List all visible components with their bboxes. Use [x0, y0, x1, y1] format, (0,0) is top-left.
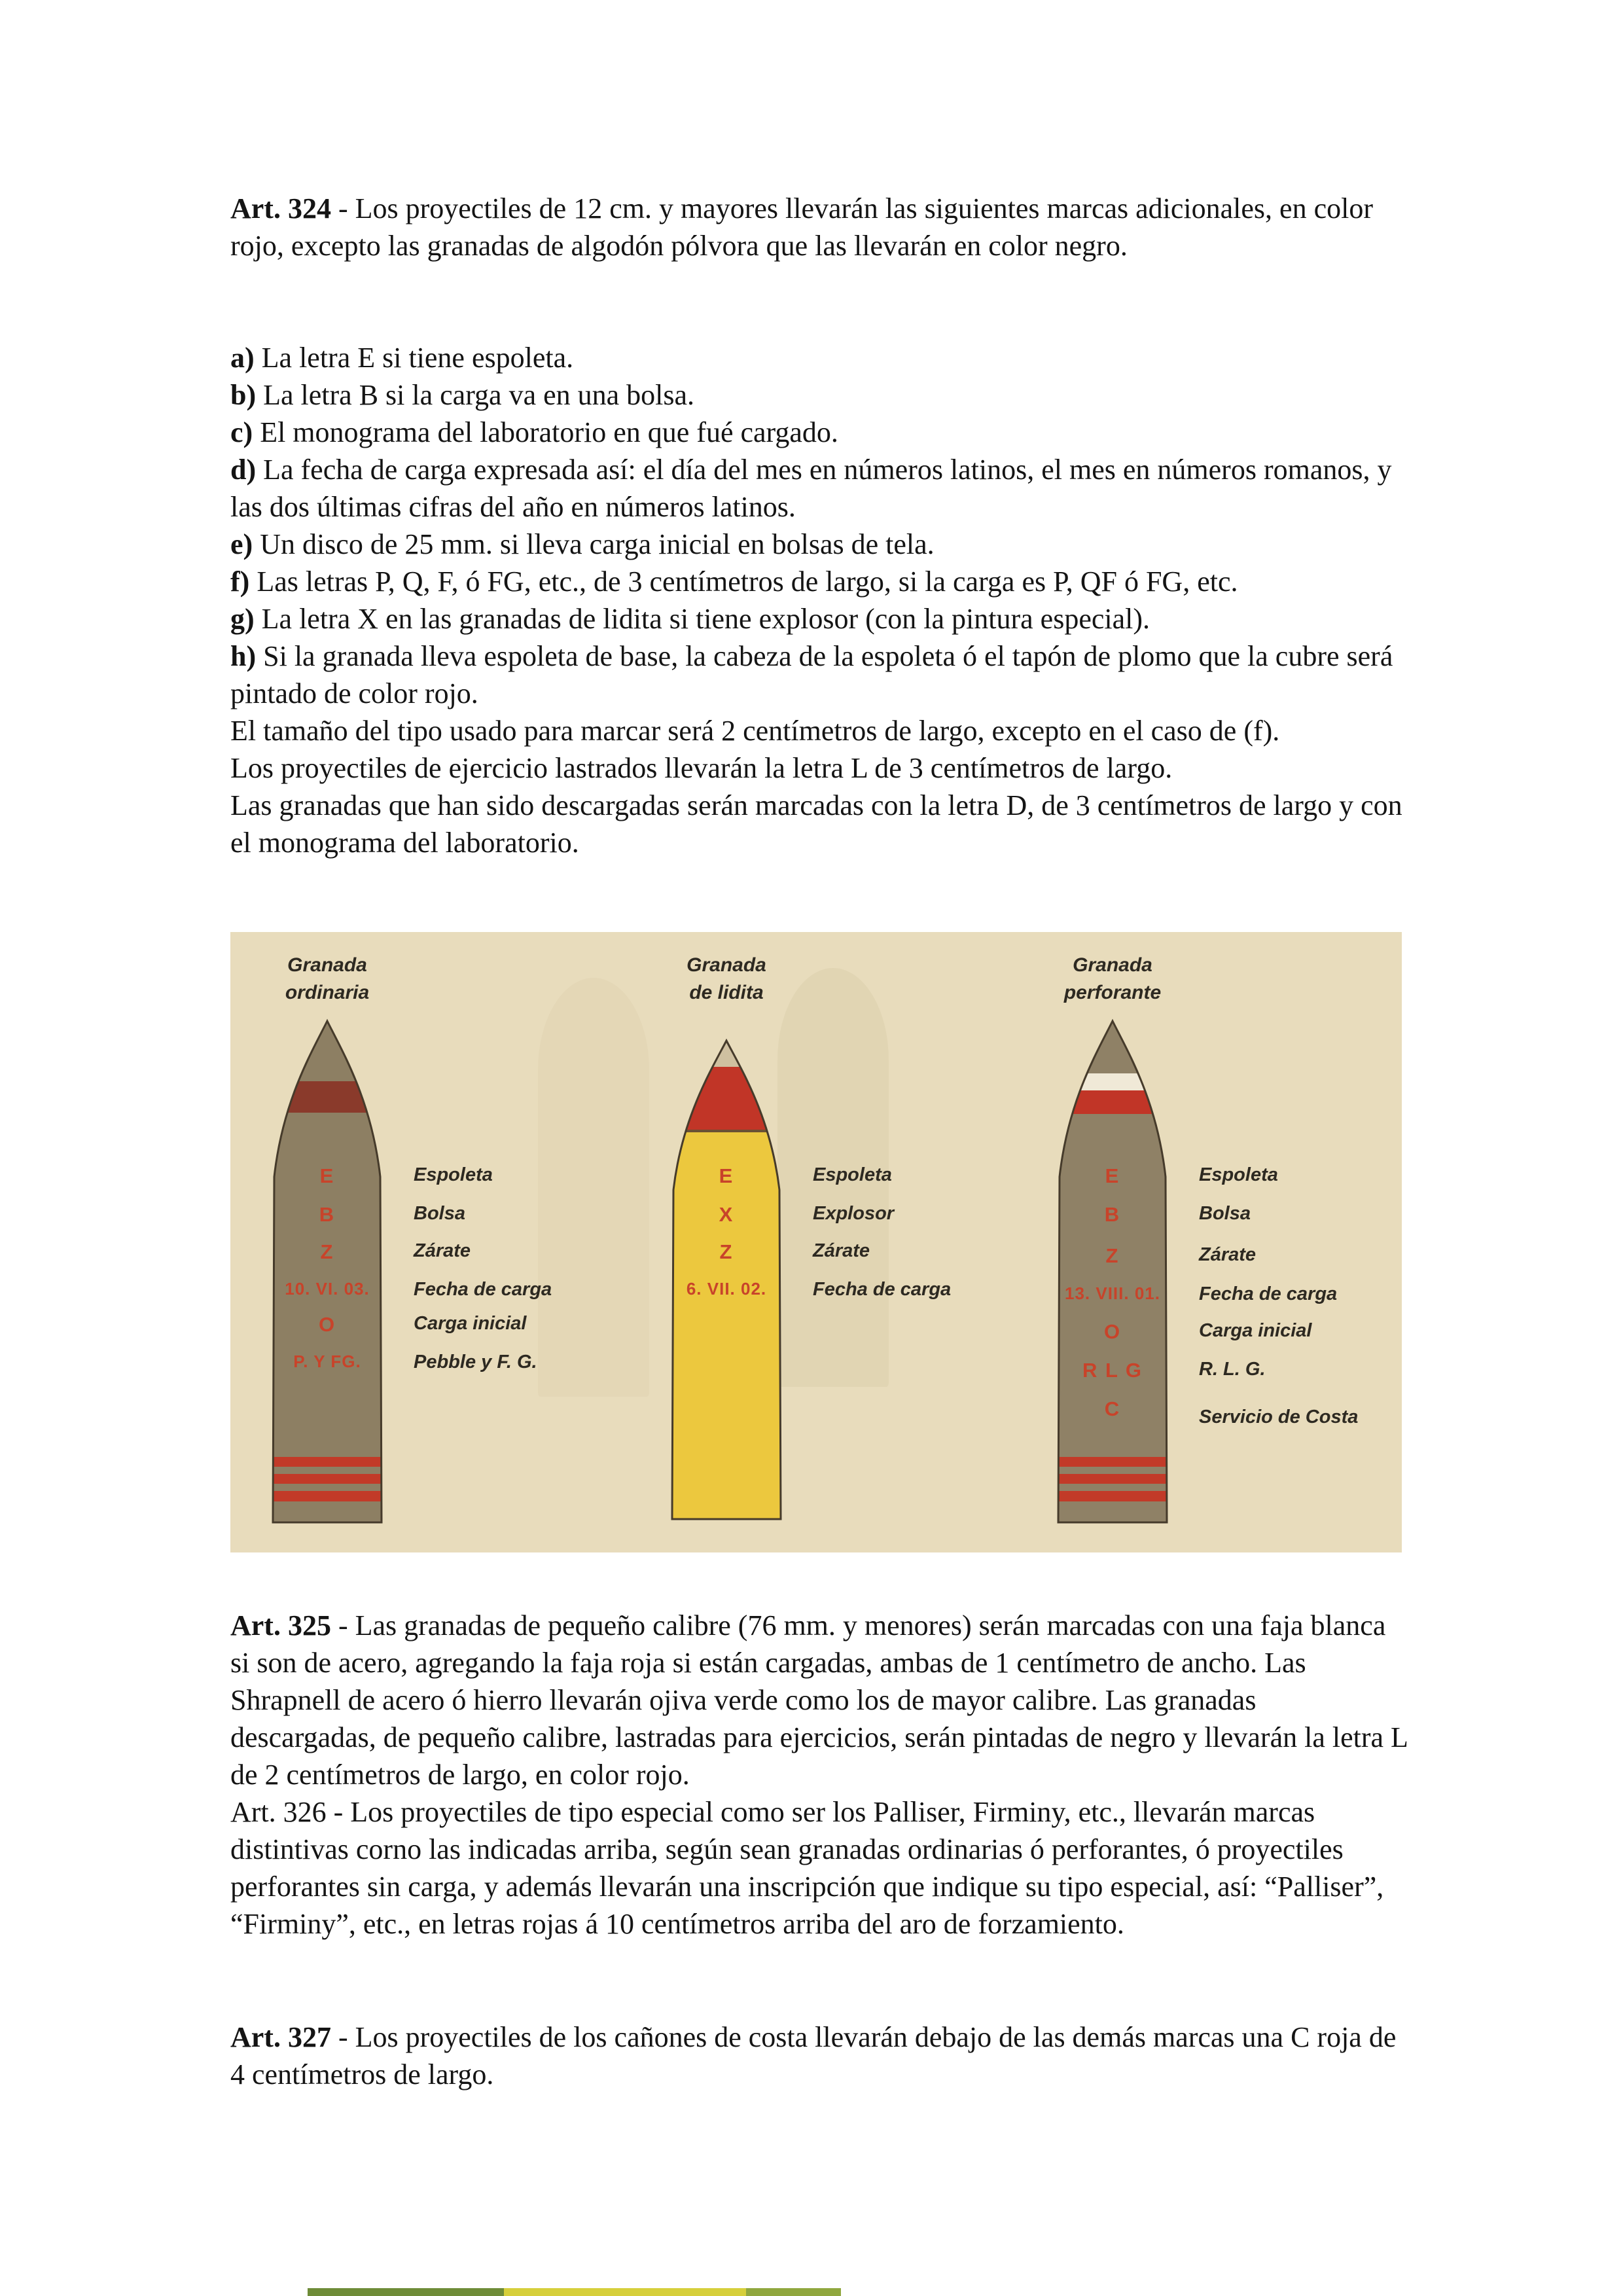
list-item-label: c)	[230, 416, 253, 448]
shell-figure-perforante	[1041, 952, 1433, 1544]
list-item-f	[230, 563, 1408, 600]
list-item-label: b)	[230, 379, 257, 411]
shell-label: Bolsa	[1199, 1203, 1251, 1224]
article-327-label: Art. 327	[230, 2021, 331, 2053]
shell-caption-line: Granada	[1073, 954, 1152, 976]
scan-artifact-segment	[308, 2288, 504, 2296]
shell-label: Explosor	[813, 1203, 895, 1224]
shell-marking: E	[719, 1164, 734, 1187]
shell-caption-line: perforante	[1063, 982, 1162, 1003]
closing-line-3: Las granadas que han sido descargadas serán marcadas con la letra D, de 3 centímetros de largo y con el monograma del laboratorio.	[230, 789, 1402, 859]
shell-label: Zárate	[1199, 1244, 1257, 1265]
list-item-text: La letra B si la carga va en una bolsa.	[256, 379, 695, 411]
list-item-label: g)	[230, 603, 255, 635]
shell-marking: Z	[1105, 1244, 1120, 1267]
article-326-paragraph	[230, 1793, 1408, 1943]
shell-marking: 10. VI. 03.	[285, 1279, 370, 1299]
shell-caption	[654, 952, 798, 1007]
list-item-text: El monograma del laboratorio en que fué cargado.	[253, 416, 838, 448]
shell-marking: 6. VII. 02.	[686, 1279, 767, 1299]
list-item-label: e)	[230, 528, 253, 560]
shell-caption-line: de lidita	[689, 982, 764, 1003]
shell-marking: E	[319, 1164, 335, 1187]
shell-label: Fecha de carga	[1199, 1283, 1338, 1304]
shell-marking: O	[318, 1313, 336, 1336]
shell-marking: E	[1105, 1164, 1120, 1187]
shell-marking: B	[1104, 1203, 1121, 1226]
shell-ordinaria-graphic	[255, 1017, 399, 1528]
article-325-text: - Las granadas de pequeño calibre (76 mm. y menores) serán marcadas con una faja blanca si son de acero, agregando la faja roja si están cargadas, ambas de 1 centímetro de ancho. Las Shrapnell de acero ó hierro llevarán ojiva verde como los de mayor calibre. Las granadas descargadas, de pequeño calibre, lastradas para ejercicios, serán pintadas de negro y llevarán la letra L de 2 centímetros de largo, en color rojo.	[230, 1609, 1408, 1791]
article-327-paragraph	[230, 2018, 1408, 2093]
shell-label: Carga inicial	[1199, 1320, 1312, 1341]
article-324-paragraph	[230, 190, 1408, 264]
article-324-text: - Los proyectiles de 12 cm. y mayores llevarán las siguientes marcas adicionales, en color rojo, excepto las granadas de algodón pólvora que las llevarán en color negro.	[230, 192, 1373, 262]
shell-marking: R L G	[1082, 1359, 1143, 1382]
shell-marking: P. Y FG.	[293, 1352, 361, 1371]
shell-figure-lidita	[654, 952, 1047, 1544]
shell-caption	[255, 952, 399, 1007]
list-item-text: La letra X en las granadas de lidita si tiene explosor (con la pintura especial).	[254, 603, 1150, 635]
list-item-h	[230, 637, 1408, 712]
article-325-paragraph	[230, 1607, 1408, 1793]
list-item-label: f)	[230, 565, 250, 598]
shell-label: Servicio de Costa	[1199, 1407, 1359, 1427]
shell-label: Bolsa	[414, 1203, 465, 1224]
scan-artifact-strip	[308, 2288, 841, 2296]
shell-marking: X	[719, 1203, 734, 1226]
article-325-label: Art. 325	[230, 1609, 331, 1641]
list-item-b	[230, 376, 1408, 414]
list-item-c	[230, 414, 1408, 451]
list-item-label: a)	[230, 342, 255, 374]
closing-line-2: Los proyectiles de ejercicio lastrados llevarán la letra L de 3 centímetros de largo.	[230, 752, 1173, 784]
article-326-text: Art. 326 - Los proyectiles de tipo especial como ser los Palliser, Firminy, etc., llevarán marcas distintivas corno las indicadas arriba, según sean granadas ordinarias ó perforantes, ó proyectiles perforantes sin carga, y además llevarán una inscripción que indique su tipo especial, así: “Palliser”, “Firminy”, etc., en letras rojas á 10 centímetros arriba del aro de forzamiento.	[230, 1796, 1384, 1940]
shell-perforante-graphic	[1041, 1017, 1185, 1528]
shell-label: Espoleta	[414, 1164, 493, 1185]
shell-label: Carga inicial	[414, 1313, 527, 1334]
shell-label: Zárate	[813, 1240, 870, 1261]
shell-marking: O	[1103, 1320, 1122, 1343]
article-325-326-block	[230, 1607, 1408, 1943]
shell-label: Zárate	[414, 1240, 471, 1261]
shell-marking: Z	[719, 1240, 734, 1263]
list-item-e	[230, 526, 1408, 563]
shell-caption-line: Granada	[287, 954, 367, 976]
shell-label: Espoleta	[813, 1164, 892, 1185]
shell-label: Pebble y F. G.	[414, 1352, 537, 1372]
article-324-label: Art. 324	[230, 192, 331, 224]
list-item-text: Si la granada lleva espoleta de base, la cabeza de la espoleta ó el tapón de plomo que la cubre será pintado de color rojo.	[230, 640, 1393, 709]
list-item-text: Un disco de 25 mm. si lleva carga inicial en bolsas de tela.	[253, 528, 935, 560]
shell-marking: 13. VIII. 01.	[1065, 1283, 1160, 1303]
shell-caption-line: Granada	[687, 954, 766, 976]
shell-caption	[1041, 952, 1185, 1007]
list-item-text: La letra E si tiene espoleta.	[254, 342, 574, 374]
list-item-label: d)	[230, 454, 257, 486]
article-327-text: - Los proyectiles de los cañones de costa llevarán debajo de las demás marcas una C roja de 4 centímetros de largo.	[230, 2021, 1397, 2090]
shell-marking: Z	[320, 1240, 334, 1263]
illustration-plate	[230, 932, 1402, 1552]
shell-label: Espoleta	[1199, 1164, 1278, 1185]
shell-marking: C	[1104, 1397, 1121, 1420]
list-item-text: Las letras P, Q, F, ó FG, etc., de 3 centímetros de largo, si la carga es P, QF ó FG, etc.	[249, 565, 1238, 598]
shell-label: Fecha de carga	[813, 1279, 952, 1300]
scan-artifact-segment	[746, 2288, 841, 2296]
list-item-a	[230, 339, 1408, 376]
list-item-g	[230, 600, 1408, 637]
list-item-label: h)	[230, 640, 257, 672]
article-324-list	[230, 339, 1408, 861]
shell-marking: B	[319, 1203, 336, 1226]
shell-label: R. L. G.	[1199, 1359, 1266, 1380]
list-item-text: La fecha de carga expresada así: el día del mes en números latinos, el mes en números romanos, y las dos últimas cifras del año en números latinos.	[230, 454, 1392, 523]
scan-artifact-segment	[504, 2288, 746, 2296]
shell-figure-ordinaria	[255, 952, 648, 1544]
closing-line-1: El tamaño del tipo usado para marcar será 2 centímetros de largo, excepto en el caso de (f).	[230, 715, 1280, 747]
shell-caption-line: ordinaria	[285, 982, 370, 1003]
shell-label: Fecha de carga	[414, 1279, 552, 1300]
list-item-d	[230, 451, 1408, 526]
